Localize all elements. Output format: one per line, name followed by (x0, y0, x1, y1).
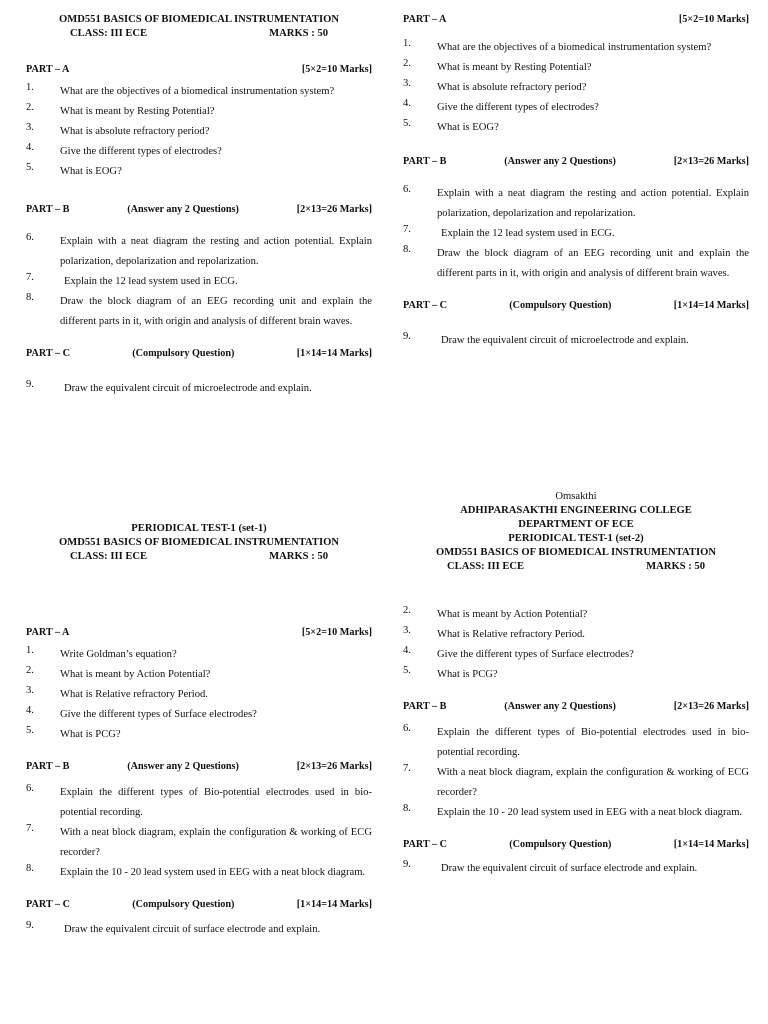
question-item (26, 920, 372, 940)
question-text: Give the different types of Surface electrodes? (60, 709, 257, 721)
question-item (26, 122, 372, 142)
question-number: 4. (26, 705, 34, 717)
department-name: DEPARTMENT OF ECE (518, 519, 634, 530)
question-paper-set-1 (26, 523, 372, 940)
part-note: (Answer any 2 Questions) (504, 156, 616, 168)
part-c-questions (403, 859, 749, 879)
part-note (446, 14, 678, 26)
question-item (26, 292, 372, 332)
part-label: PART – B (26, 761, 70, 773)
part-b-heading (26, 204, 372, 216)
part-marks: [1×14=14 Marks] (296, 899, 372, 911)
question-item (26, 162, 372, 182)
question-item (26, 863, 372, 883)
question-text: What is meant by Resting Potential? (437, 62, 592, 74)
course-title: OMD551 BASICS OF BIOMEDICAL INSTRUMENTATION (59, 14, 339, 25)
question-text: What is meant by Action Potential? (60, 669, 211, 681)
question-text: What are the objectives of a biomedical instrumentation system? (60, 86, 335, 98)
question-text: What is absolute refractory period? (437, 82, 587, 94)
course-title: OMD551 BASICS OF BIOMEDICAL INSTRUMENTATION (59, 537, 339, 548)
question-text: What is PCG? (60, 729, 121, 741)
question-number: 6. (403, 723, 411, 735)
marks-label: MARKS : 50 (646, 561, 705, 572)
part-b-questions (26, 783, 372, 883)
question-text: Explain the 12 lead system used in ECG. (64, 276, 238, 288)
part-label: PART – A (26, 627, 70, 638)
part-marks: [5×2=10 Marks] (678, 14, 749, 25)
invocation: Omsakthi (555, 491, 597, 502)
part-b-questions (403, 184, 749, 284)
part-marks: [1×14=14 Marks] (296, 348, 372, 360)
class-marks-row (403, 561, 749, 575)
paper-header (26, 523, 372, 565)
part-b-questions (26, 232, 372, 332)
question-number: 9. (26, 919, 34, 931)
question-item (403, 98, 749, 118)
class-label: CLASS: III ECE (70, 551, 148, 562)
part-note: (Answer any 2 Questions) (504, 701, 616, 712)
paper-header (403, 491, 749, 575)
question-item (403, 723, 749, 763)
question-item (403, 859, 749, 879)
part-c-heading (403, 300, 749, 312)
question-paper-set-2 (403, 491, 749, 879)
question-text: What is EOG? (437, 122, 499, 134)
question-item (403, 763, 749, 803)
question-number: 2. (26, 102, 34, 114)
part-c-questions (26, 379, 372, 399)
question-number: 7. (403, 763, 411, 775)
question-text: Explain the different types of Bio-potential electrodes used in bio-potential recording. (437, 727, 749, 759)
part-label: PART – B (403, 701, 447, 712)
part-a-questions (26, 82, 372, 182)
question-paper-set-a-right (403, 14, 749, 351)
question-text: Give the different types of electrodes? (437, 102, 599, 114)
question-number: 3. (403, 78, 411, 90)
test-title: PERIODICAL TEST-1 (set-1) (131, 523, 267, 534)
part-label: PART – B (26, 204, 70, 216)
question-text: Explain the different types of Bio-potential electrodes used in bio-potential recording. (60, 787, 372, 819)
question-item (26, 685, 372, 705)
part-a-questions (403, 605, 749, 685)
part-c-heading (403, 839, 749, 851)
part-a-heading (26, 627, 372, 639)
question-number: 3. (403, 625, 411, 636)
question-text: Write Goldman’s equation? (60, 649, 177, 661)
question-text: What is EOG? (60, 166, 122, 178)
question-number: 6. (26, 232, 34, 244)
part-a-heading (403, 14, 749, 26)
question-text: With a neat block diagram, explain the configuration & working of ECG recorder? (437, 767, 749, 799)
part-marks: [1×14=14 Marks] (673, 839, 749, 851)
question-text: Draw the equivalent circuit of microelectrode and explain. (441, 334, 689, 346)
question-text: With a neat block diagram, explain the configuration & working of ECG recorder? (60, 827, 372, 859)
question-text: What is meant by Action Potential? (437, 609, 588, 620)
question-item (26, 232, 372, 272)
paper-header (26, 14, 372, 42)
question-number: 8. (26, 292, 34, 304)
marks-label: MARKS : 50 (269, 28, 328, 39)
question-number: 9. (403, 330, 411, 342)
question-item (403, 224, 749, 244)
part-marks: [5×2=10 Marks] (301, 627, 372, 638)
question-number: 5. (26, 162, 34, 174)
question-item (403, 605, 749, 625)
part-note (69, 64, 301, 76)
question-item (26, 82, 372, 102)
part-label: PART – C (26, 348, 70, 360)
question-item (403, 38, 749, 58)
part-a-questions (26, 645, 372, 745)
part-a-heading (26, 64, 372, 76)
question-number: 3. (26, 122, 34, 134)
class-label: CLASS: III ECE (70, 28, 148, 39)
question-item (26, 725, 372, 745)
question-number: 1. (26, 645, 34, 657)
question-number: 4. (26, 142, 34, 154)
question-item (403, 118, 749, 138)
question-text: Give the different types of Surface electrodes? (437, 649, 634, 660)
question-item (26, 665, 372, 685)
question-item (26, 102, 372, 122)
part-marks: [2×13=26 Marks] (673, 701, 749, 712)
question-number: 2. (403, 605, 411, 616)
part-label: PART – C (26, 899, 70, 911)
question-number: 2. (403, 58, 411, 70)
question-text: Explain the 12 lead system used in ECG. (441, 228, 615, 240)
part-note: (Compulsory Question) (132, 348, 235, 360)
question-item (403, 625, 749, 645)
question-item (26, 142, 372, 162)
part-c-questions (26, 920, 372, 940)
part-marks: [2×13=26 Marks] (296, 204, 372, 216)
question-number: 5. (403, 118, 411, 130)
question-number: 9. (26, 378, 34, 390)
question-text: What is meant by Resting Potential? (60, 106, 215, 118)
question-text: Draw the equivalent circuit of microelectrode and explain. (64, 382, 312, 394)
marks-label: MARKS : 50 (269, 551, 328, 562)
question-number: 5. (403, 665, 411, 676)
part-label: PART – A (26, 64, 70, 75)
question-number: 5. (26, 725, 34, 737)
question-item (26, 705, 372, 725)
question-text: Explain with a neat diagram the resting and action potential. Explain polarization, depolarization and repolarization. (437, 188, 749, 220)
class-marks-row (26, 28, 372, 42)
question-text: What is absolute refractory period? (60, 126, 210, 138)
question-item (403, 78, 749, 98)
part-note: (Answer any 2 Questions) (127, 761, 239, 773)
question-number: 8. (26, 863, 34, 875)
question-text: What is PCG? (437, 669, 498, 680)
question-number: 2. (26, 665, 34, 677)
question-number: 9. (403, 859, 411, 871)
question-text: What are the objectives of a biomedical instrumentation system? (437, 42, 712, 54)
part-b-heading (26, 761, 372, 773)
question-item (403, 244, 749, 284)
question-item (403, 645, 749, 665)
question-item (403, 58, 749, 78)
question-text: Explain the 10 - 20 lead system used in EEG with a neat block diagram. (60, 867, 366, 879)
part-b-heading (403, 701, 749, 713)
question-item (403, 331, 749, 351)
part-note (69, 627, 301, 639)
question-text: Draw the block diagram of an EEG recording unit and explain the different parts in it, with origin and analysis of different brain waves. (60, 296, 372, 328)
question-number: 6. (403, 184, 411, 196)
part-note: (Answer any 2 Questions) (127, 204, 239, 216)
college-name: ADHIPARASAKTHI ENGINEERING COLLEGE (460, 505, 692, 516)
question-number: 1. (26, 82, 34, 94)
part-note: (Compulsory Question) (509, 839, 612, 851)
question-number: 4. (403, 98, 411, 110)
part-b-heading (403, 156, 749, 168)
part-c-questions (403, 331, 749, 351)
question-text: Draw the equivalent circuit of surface electrode and explain. (441, 863, 698, 875)
question-item (26, 823, 372, 863)
question-text: Draw the block diagram of an EEG recording unit and explain the different parts in it, with origin and analysis of different brain waves. (437, 248, 749, 280)
part-label: PART – C (403, 300, 447, 312)
question-text: Explain the 10 - 20 lead system used in EEG with a neat block diagram. (437, 807, 743, 819)
part-note: (Compulsory Question) (132, 899, 235, 911)
question-number: 1. (403, 38, 411, 50)
part-b-questions (403, 723, 749, 823)
question-text: Give the different types of electrodes? (60, 146, 222, 158)
question-text: What is Relative refractory Period. (60, 689, 208, 701)
question-number: 7. (26, 823, 34, 835)
course-title: OMD551 BASICS OF BIOMEDICAL INSTRUMENTATION (436, 547, 716, 558)
question-item (403, 184, 749, 224)
part-a-questions (403, 38, 749, 138)
part-marks: [1×14=14 Marks] (673, 300, 749, 312)
question-number: 8. (403, 803, 411, 815)
part-note: (Compulsory Question) (509, 300, 612, 312)
part-c-heading (26, 899, 372, 911)
question-number: 3. (26, 685, 34, 697)
question-item (26, 379, 372, 399)
part-label: PART – B (403, 156, 447, 168)
part-marks: [5×2=10 Marks] (301, 64, 372, 75)
question-paper-set-a-left (26, 14, 372, 399)
question-number: 7. (26, 272, 34, 284)
question-number: 8. (403, 244, 411, 256)
question-text: Explain with a neat diagram the resting and action potential. Explain polarization, depolarization and repolarization. (60, 236, 372, 268)
part-label: PART – A (403, 14, 447, 25)
class-marks-row (26, 551, 372, 565)
question-number: 4. (403, 645, 411, 656)
question-number: 7. (403, 224, 411, 236)
question-item (26, 272, 372, 292)
part-label: PART – C (403, 839, 447, 851)
question-text: Draw the equivalent circuit of surface electrode and explain. (64, 923, 321, 935)
question-number: 6. (26, 783, 34, 795)
test-title: PERIODICAL TEST-1 (set-2) (508, 533, 644, 544)
question-item (26, 645, 372, 665)
part-c-heading (26, 348, 372, 360)
part-marks: [2×13=26 Marks] (673, 156, 749, 168)
question-item (403, 803, 749, 823)
question-text: What is Relative refractory Period. (437, 629, 585, 640)
question-item (403, 665, 749, 685)
question-item (26, 783, 372, 823)
part-marks: [2×13=26 Marks] (296, 761, 372, 773)
class-label: CLASS: III ECE (447, 561, 525, 572)
